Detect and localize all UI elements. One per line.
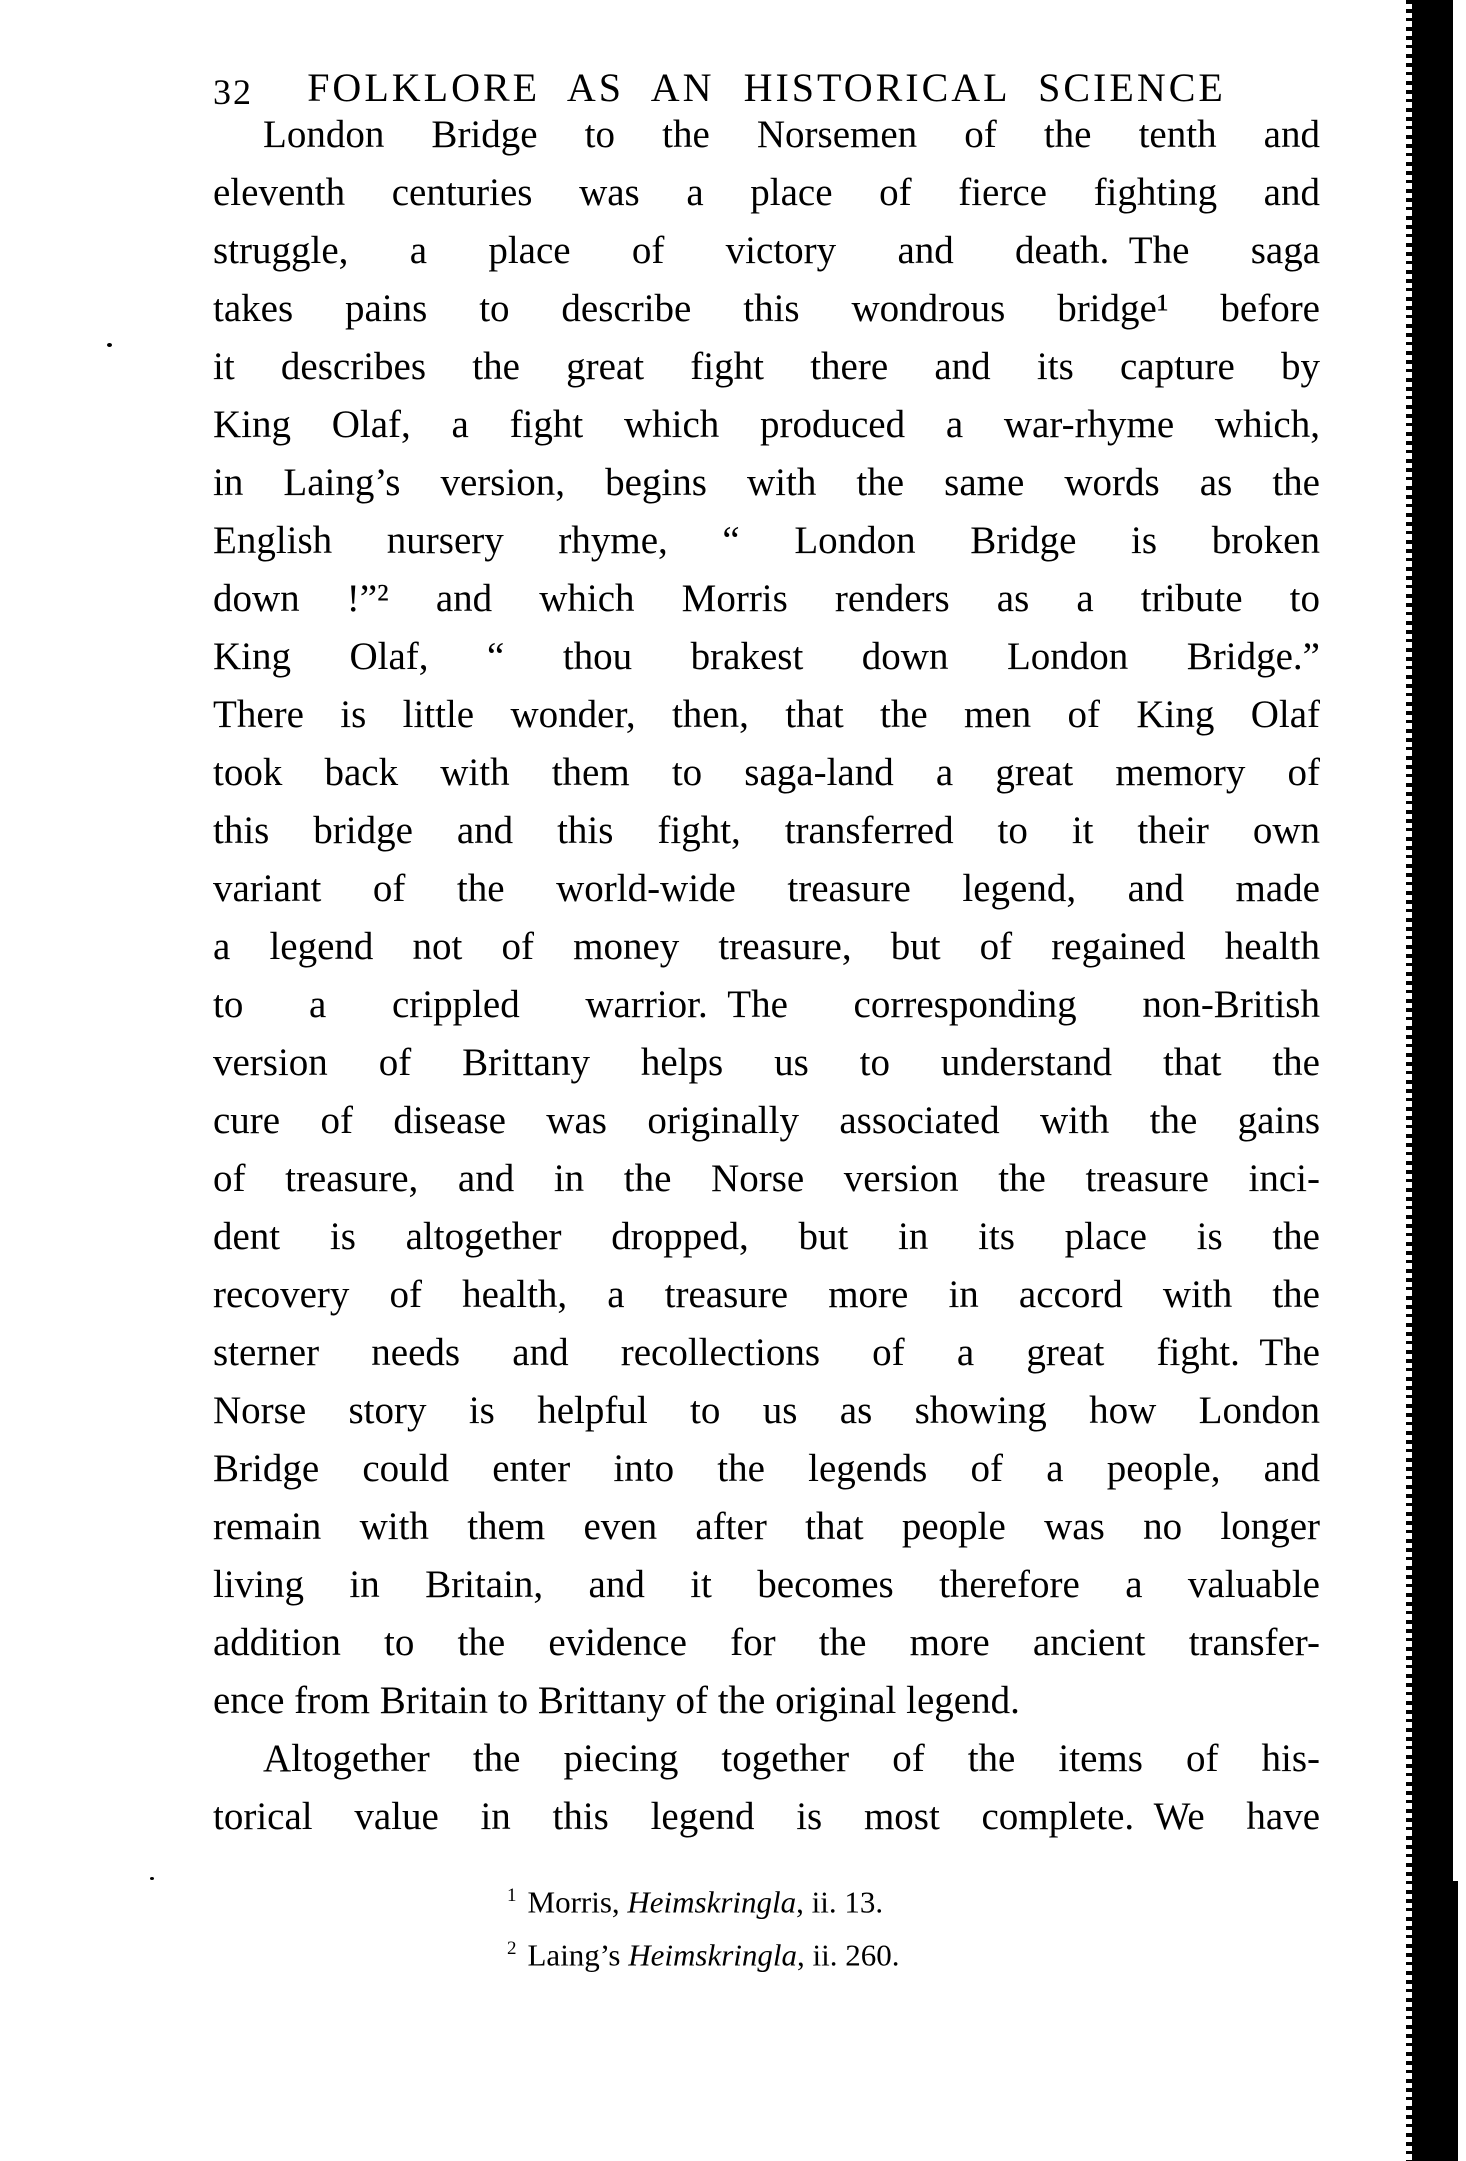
text-line: sterner needs and recollections of a great fight. The bbox=[213, 1331, 1320, 1374]
scan-gutter-shadow bbox=[1412, 0, 1453, 2161]
scan-speck bbox=[107, 343, 112, 347]
scan-speck bbox=[150, 1877, 154, 1880]
text-line: in Laing’s version, begins with the same words as the bbox=[213, 461, 1320, 504]
footnote-citation: , ii. 260. bbox=[797, 1937, 900, 1973]
footnotes bbox=[507, 1872, 900, 1979]
text-line: There is little wonder, then, that the men of King Olaf bbox=[213, 693, 1320, 736]
text-line: Bridge could enter into the legends of a people, and bbox=[213, 1447, 1320, 1490]
text-line: English nursery rhyme, “ London Bridge is broken bbox=[213, 519, 1320, 562]
text-line: ence from Britain to Brittany of the original legend. bbox=[213, 1679, 1020, 1722]
text-line: a legend not of money treasure, but of regained health bbox=[213, 925, 1320, 968]
footnote-pre-text: Laing’s bbox=[527, 1937, 629, 1973]
text-line: to a crippled warrior. The corresponding non-British bbox=[213, 983, 1320, 1026]
footnote-pre-text: Morris, bbox=[527, 1884, 628, 1920]
footnote-work-title: Heimskringla bbox=[627, 1884, 797, 1920]
text-line: eleventh centuries was a place of fierce fighting and bbox=[213, 171, 1320, 214]
footnote-line bbox=[507, 1872, 900, 1925]
text-line: down !”² and which Morris renders as a tribute to bbox=[213, 577, 1320, 620]
footnote-citation: , ii. 13. bbox=[796, 1884, 884, 1920]
text-line: takes pains to describe this wondrous bridge¹ before bbox=[213, 287, 1320, 330]
text-block bbox=[213, 106, 1320, 1846]
text-line: this bridge and this fight, transferred to it their own bbox=[213, 809, 1320, 852]
text-line: it describes the great fight there and its capture by bbox=[213, 345, 1320, 388]
text-line: King Olaf, a fight which produced a war-rhyme which, bbox=[213, 403, 1320, 446]
text-line: of treasure, and in the Norse version the treasure inci- bbox=[213, 1157, 1320, 1200]
text-line: King Olaf, “ thou brakest down London Bridge.” bbox=[213, 635, 1320, 678]
page-number: 32 bbox=[213, 72, 253, 112]
text-line: cure of disease was originally associated with the gains bbox=[213, 1099, 1320, 1142]
text-line: took back with them to saga-land a great memory of bbox=[213, 751, 1320, 794]
footnote-work-title: Heimskringla bbox=[628, 1937, 798, 1973]
text-line: recovery of health, a treasure more in accord with the bbox=[213, 1273, 1320, 1316]
text-line: dent is altogether dropped, but in its place is the bbox=[213, 1215, 1320, 1258]
text-line: variant of the world-wide treasure legend, and made bbox=[213, 867, 1320, 910]
text-line: torical value in this legend is most complete. We have bbox=[213, 1795, 1320, 1838]
text-line: remain with them even after that people was no longer bbox=[213, 1505, 1320, 1548]
text-line: struggle, a place of victory and death. The saga bbox=[213, 229, 1320, 272]
running-title: FOLKLORE AS AN HISTORICAL SCIENCE bbox=[307, 65, 1226, 110]
text-line: London Bridge to the Norsemen of the tenth and bbox=[263, 113, 1320, 156]
text-line: living in Britain, and it becomes therefore a valuable bbox=[213, 1563, 1320, 1606]
text-line: Norse story is helpful to us as showing how London bbox=[213, 1389, 1320, 1432]
text-line: Altogether the piecing together of the items of his- bbox=[263, 1737, 1320, 1780]
text-line: version of Brittany helps us to understand that the bbox=[213, 1041, 1320, 1084]
text-line: addition to the evidence for the more ancient transfer- bbox=[213, 1621, 1320, 1664]
footnote-marker: 1 bbox=[507, 1885, 517, 1906]
footnote-line bbox=[507, 1925, 900, 1978]
footnote-marker: 2 bbox=[507, 1938, 517, 1960]
